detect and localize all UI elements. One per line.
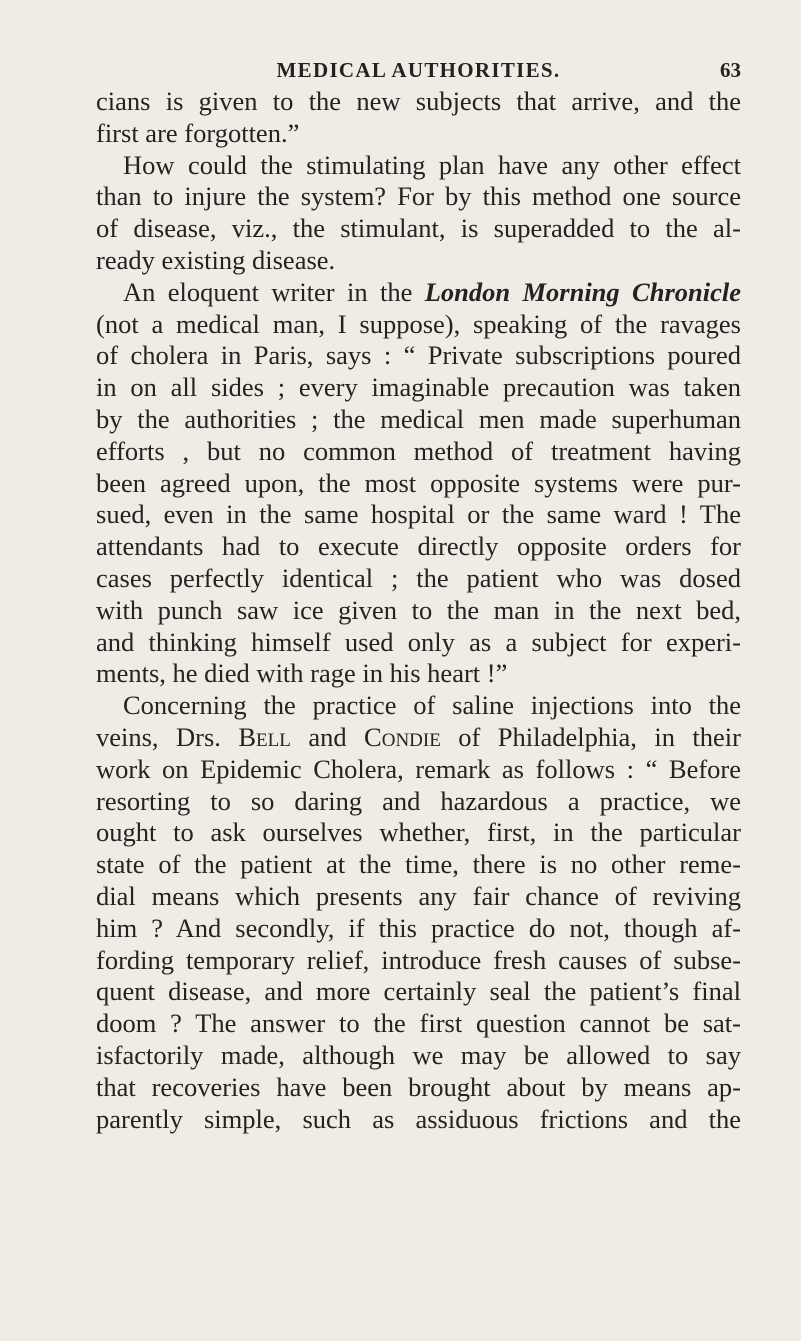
- text-segment: and: [290, 721, 365, 752]
- text-line: that recoveries have been brought about by means ap-: [96, 1071, 741, 1102]
- text-line: sued, even in the same hospital or the same ward ! The: [96, 499, 741, 530]
- text-line: ready existing disease.: [96, 244, 336, 275]
- text-line: (not a medical man, I suppose), speaking of the ravages: [96, 308, 741, 339]
- body-text: [96, 86, 741, 1135]
- text-line: parently simple, such as assiduous frictions and the: [96, 1103, 741, 1134]
- text-line: of disease, viz., the stimulant, is superadded to the al-: [96, 213, 741, 244]
- newspaper-title: London Morning Chronicle: [424, 276, 741, 307]
- text-line: in on all sides ; every imaginable precaution was taken: [96, 372, 741, 403]
- text-line: attendants had to execute directly opposite orders for: [96, 531, 741, 562]
- text-line: state of the patient at the time, there is no other reme-: [96, 849, 741, 880]
- text-line: [96, 277, 741, 309]
- text-line: cians is given to the new subjects that arrive, and the: [96, 86, 741, 116]
- text-line: been agreed upon, the most opposite systems were pur-: [96, 467, 741, 498]
- running-title: MEDICAL AUTHORITIES.: [276, 58, 561, 82]
- text-segment: An eloquent writer in the: [123, 276, 425, 307]
- text-line: dial means which presents any fair chance of reviving: [96, 880, 741, 911]
- text-line: ments, he died with rage in his heart !”: [96, 658, 508, 689]
- text-line: of cholera in Paris, says : “ Private subscriptions poured: [96, 340, 741, 371]
- text-line: work on Epidemic Cholera, remark as follows : “ Before: [96, 753, 741, 784]
- running-head: [96, 58, 741, 88]
- author-name: Bell: [238, 721, 291, 752]
- text-line: efforts , but no common method of treatment having: [96, 435, 741, 466]
- text-segment: of Philadelphia, in their: [440, 721, 741, 752]
- text-line: ought to ask ourselves whether, first, in the particular: [96, 817, 741, 848]
- page-number: 63: [720, 58, 741, 82]
- text-line: [96, 722, 741, 754]
- text-line: with punch saw ice given to the man in the next bed,: [96, 594, 741, 625]
- text-line: quent disease, and more certainly seal the patient’s final: [96, 976, 741, 1007]
- author-name: Condie: [364, 721, 441, 752]
- text-line: and thinking himself used only as a subject for experi-: [96, 626, 741, 657]
- text-line: doom ? The answer to the first question cannot be sat-: [96, 1008, 741, 1039]
- text-line: than to injure the system? For by this method one source: [96, 181, 741, 212]
- text-line: fording temporary relief, introduce fresh causes of subse-: [96, 944, 741, 975]
- text-line: by the authorities ; the medical men made superhuman: [96, 403, 741, 434]
- text-line: resorting to so daring and hazardous a practice, we: [96, 785, 741, 816]
- text-line: him ? And secondly, if this practice do not, though af-: [96, 912, 741, 943]
- text-line: Concerning the practice of saline injections into the: [123, 690, 741, 721]
- text-line: cases perfectly identical ; the patient who was dosed: [96, 562, 741, 593]
- text-segment: veins, Drs.: [96, 721, 239, 752]
- text-line: How could the stimulating plan have any other effect: [123, 149, 741, 180]
- text-line: first are forgotten.”: [96, 117, 300, 148]
- text-line: isfactorily made, although we may be allowed to say: [96, 1039, 741, 1070]
